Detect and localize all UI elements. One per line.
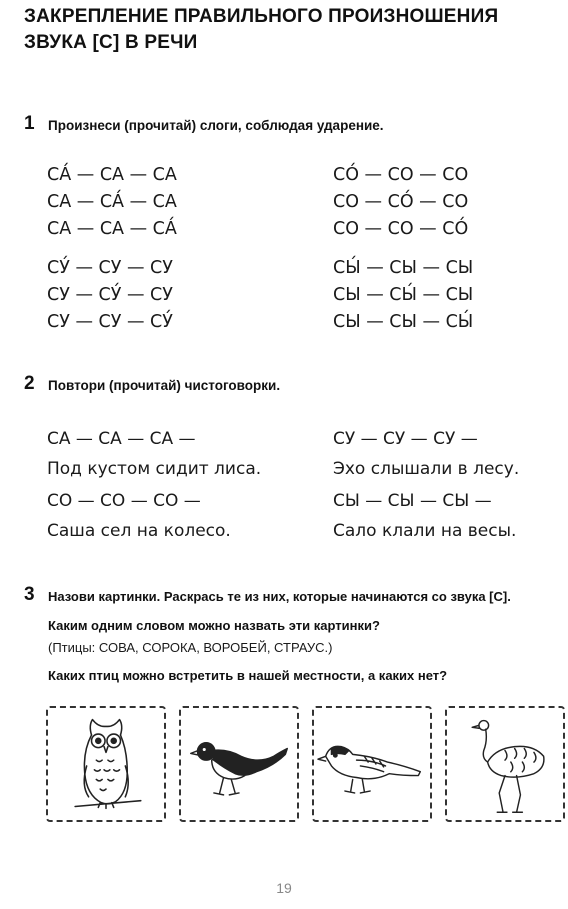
verse-line: Под кустом сидит лиса.: [47, 459, 262, 479]
syllables-right-group-2: [333, 255, 473, 336]
syllable-line: СА — СА — СА́: [47, 219, 177, 239]
ostrich-icon: [447, 708, 563, 820]
verse-line: СУ — СУ — СУ —: [333, 429, 478, 449]
verse-1: [47, 424, 261, 484]
verse-2: [333, 424, 519, 484]
task-2-instruction: Повтори (прочитай) чистоговорки.: [48, 378, 281, 393]
syllables-left-group-1: [47, 162, 177, 243]
title-line-2: ЗВУКА [С] В РЕЧИ: [24, 32, 198, 53]
syllable-line: СУ — СУ — СУ́: [47, 312, 173, 332]
picture-frame-sparrow[interactable]: [312, 706, 432, 822]
syllable-line: СУ — СУ́ — СУ: [47, 285, 173, 305]
syllable-line: СЫ — СЫ — СЫ́: [333, 312, 474, 332]
verse-3: [47, 486, 231, 546]
verse-line: СЫ — СЫ — СЫ —: [333, 491, 492, 511]
verse-line: Саша сел на колесо.: [47, 521, 231, 541]
syllable-line: СА́ — СА — СА: [47, 165, 177, 185]
task-3-hint: (Птицы: СОВА, СОРОКА, ВОРОБЕЙ, СТРАУС.): [48, 640, 333, 655]
owl-icon: [48, 708, 164, 820]
verse-line: Сало клали на весы.: [333, 521, 517, 541]
task-3-number: 3: [24, 584, 35, 605]
task-2-number: 2: [24, 373, 35, 394]
task-3-question-1: Каким одним словом можно назвать эти картинки?: [48, 618, 380, 633]
verse-4: [333, 486, 516, 546]
syllable-line: СУ́ — СУ — СУ: [47, 258, 173, 278]
syllables-left-group-2: [47, 255, 173, 336]
verse-line: Эхо слышали в лесу.: [333, 459, 520, 479]
syllable-line: СЫ́ — СЫ — СЫ: [333, 258, 474, 278]
picture-frame-owl[interactable]: [46, 706, 166, 822]
verse-line: СО — СО — СО —: [47, 491, 201, 511]
task-1-number: 1: [24, 113, 35, 134]
verse-line: СА — СА — СА —: [47, 429, 196, 449]
task-1-instruction: Произнеси (прочитай) слоги, соблюдая ударение.: [48, 118, 384, 133]
picture-frame-ostrich[interactable]: [445, 706, 565, 822]
syllable-line: СО — СО — СО́: [333, 219, 469, 239]
title-line-1: ЗАКРЕПЛЕНИЕ ПРАВИЛЬНОГО ПРОИЗНОШЕНИЯ: [24, 6, 499, 27]
sparrow-icon: [314, 708, 430, 820]
syllables-right-group-1: [333, 162, 468, 243]
page-number: 19: [276, 880, 292, 896]
syllable-line: СО́ — СО — СО: [333, 165, 469, 185]
syllable-line: СА — СА́ — СА: [47, 192, 177, 212]
syllable-line: СО — СО́ — СО: [333, 192, 469, 212]
picture-frame-magpie[interactable]: [179, 706, 299, 822]
page-title: [24, 4, 498, 56]
magpie-icon: [181, 708, 297, 820]
task-3-question-2: Каких птиц можно встретить в нашей местности, а каких нет?: [48, 668, 448, 683]
syllable-line: СЫ — СЫ́ — СЫ: [333, 285, 474, 305]
task-3-instruction: Назови картинки. Раскрась те из них, которые начинаются со звука [С].: [48, 589, 511, 604]
